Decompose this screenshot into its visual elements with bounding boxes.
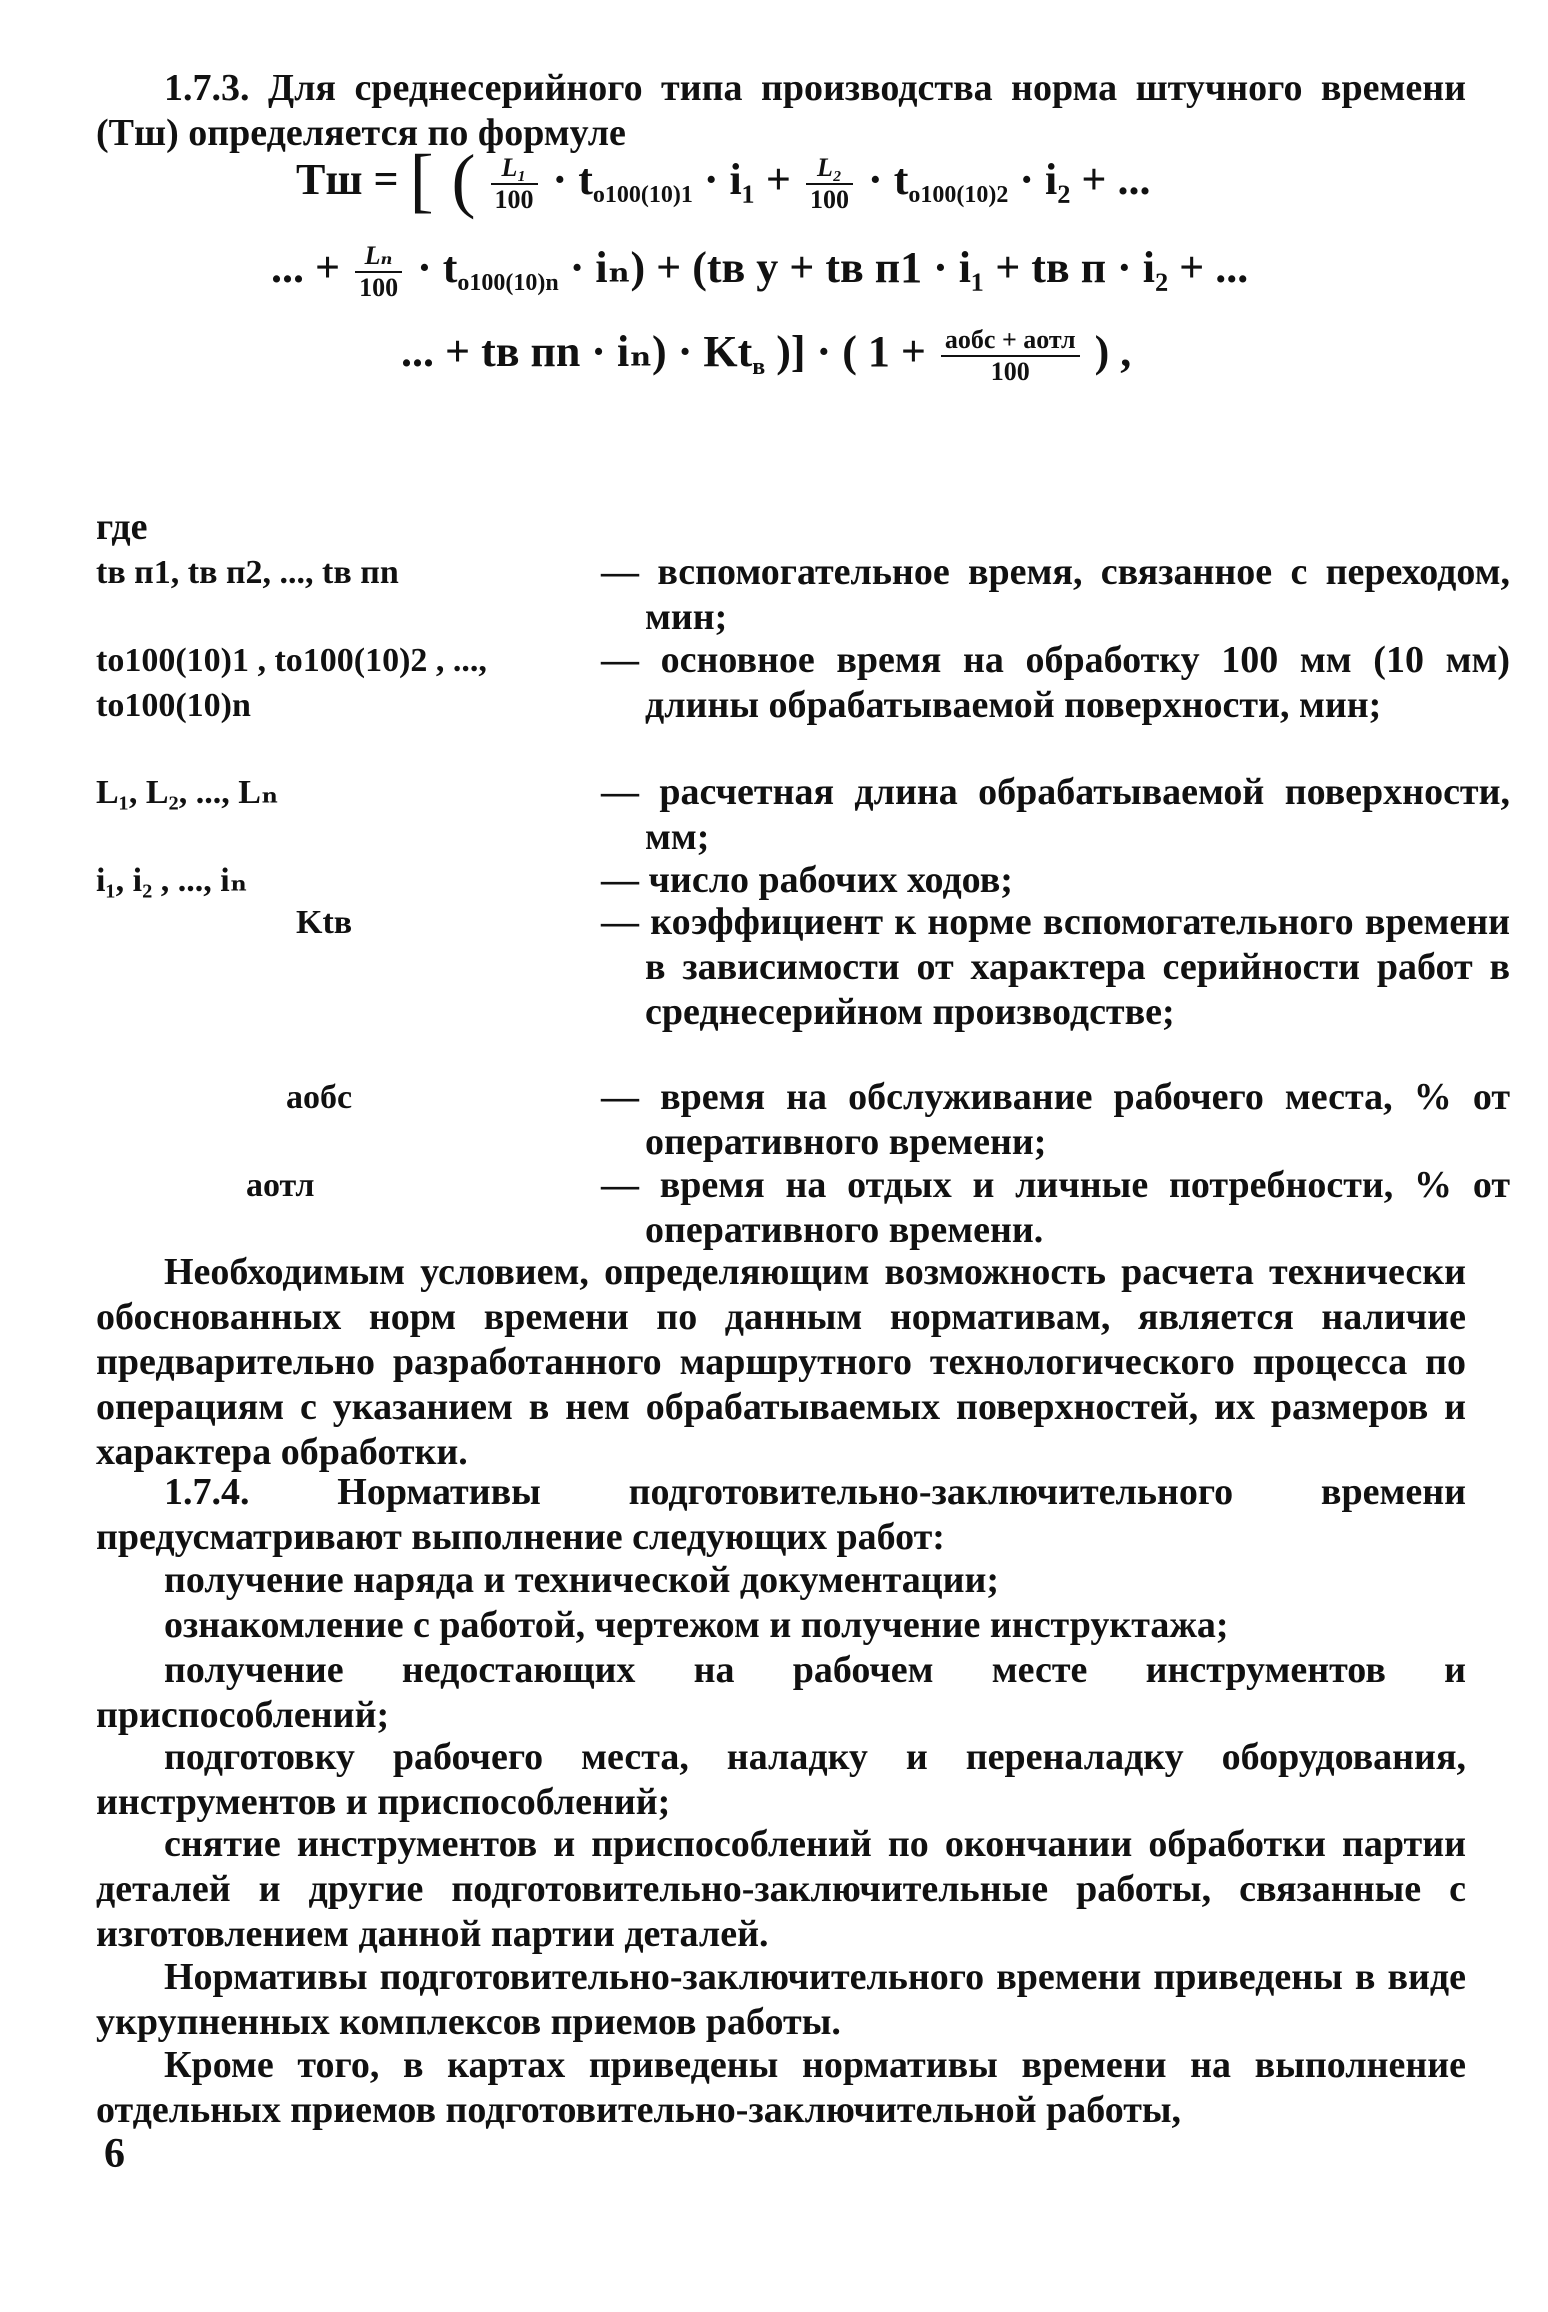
definition-text: — число рабочих ходов; xyxy=(601,859,1013,901)
list-item: ознакомление с работой, чертежом и получение инструктажа; xyxy=(164,1604,1229,1646)
list-item: получение наряда и технической документации; xyxy=(164,1559,1000,1601)
definition-text: — время на обслуживание рабочего места, % от оперативного времени; xyxy=(601,1076,1510,1163)
definition-row xyxy=(96,638,1510,773)
formula-term: )] · ( 1 + xyxy=(776,327,926,376)
definition-symbol: Ktв xyxy=(296,904,353,941)
formula-lhs: Тш = xyxy=(296,155,399,204)
fraction-numerator: Lₙ xyxy=(355,241,402,273)
formula-bracket: [ ( xyxy=(409,140,476,220)
list-item: снятие инструментов и приспособлений по окончании обработки партии деталей и другие подготовительно-заключительные работы, связанные с изготовлением данной партии деталей. xyxy=(96,1823,1466,1955)
definition-symbol: tв п1, tв п2, ..., tв пn xyxy=(96,554,399,591)
definition-text: — основное время на обработку 100 мм (10 мм) длины обрабатываемой поверхности, мин; xyxy=(601,639,1510,726)
definition-row xyxy=(96,900,1510,1080)
fraction-numerator: aобс + aотл xyxy=(941,325,1080,357)
formula-term: · t xyxy=(417,243,458,292)
formula-term: ) , xyxy=(1094,327,1132,376)
page-number: 6 xyxy=(104,2131,125,2177)
intro-paragraph: 1.7.3. Для среднесерийного типа производства норма штучного времени (Тш) определяется по формуле xyxy=(96,67,1466,154)
paragraph-requirement: Необходимым условием, определяющим возможность расчета технически обоснованных норм времени по данным нормативам, является наличие предварительно разработанного маршрутного технологического процесса по операциям с указанием в нем обрабатываемых поверхностей, их размеров и характера обработки. xyxy=(96,1251,1466,1473)
formula-line-2 xyxy=(271,238,1248,313)
formula-line-3 xyxy=(401,322,1131,397)
fraction-numerator: L₁ xyxy=(491,153,538,185)
list-item: получение недостающих на рабочем месте инструментов и приспособлений; xyxy=(96,1649,1466,1736)
formula-fraction-4 xyxy=(941,325,1080,387)
definition-row xyxy=(96,1075,1510,1165)
formula-term: · iₙ) + (tв у + tв п1 · i₁ + tв п · i₂ + ... xyxy=(569,243,1249,292)
definition-text: — расчетная длина обрабатываемой поверхности, мм; xyxy=(601,771,1510,858)
definition-row xyxy=(96,1163,1510,1253)
definition-symbol: aобс xyxy=(286,1079,353,1116)
formula-fraction-3 xyxy=(355,241,402,303)
formula-subscript: о100(10)n xyxy=(457,270,559,296)
formula-subscript: в xyxy=(752,354,766,380)
paragraph-norms: Нормативы подготовительно-заключительного времени приведены в виде укрупненных комплексов приемов работы. xyxy=(96,1956,1466,2043)
definition-symbol: tо100(10)1 , tо100(10)2 , ..., tо100(10)n xyxy=(96,642,487,724)
formula-fraction-2 xyxy=(806,153,853,215)
definition-text: — коэффициент к норме вспомогательного времени в зависимости от характера серийности работ в среднесерийном производстве; xyxy=(601,901,1510,1033)
paragraph-additional: Кроме того, в картах приведены нормативы времени на выполнение отдельных приемов подготовительно-заключительной работы, xyxy=(96,2044,1466,2131)
formula-term: · t xyxy=(868,155,909,204)
paragraph-1-7-4: 1.7.4. Нормативы подготовительно-заключительного времени предусматривают выполнение следующих работ: xyxy=(96,1471,1466,1558)
fraction-denominator: 100 xyxy=(990,356,1030,386)
definition-symbol: L₁, L₂, ..., Lₙ xyxy=(96,774,279,811)
fraction-denominator: 100 xyxy=(810,184,850,214)
list-item: подготовку рабочего места, наладку и переналадку оборудования, инструментов и приспособлений; xyxy=(96,1736,1466,1823)
formula-subscript: о100(10)1 xyxy=(592,182,693,208)
formula-fraction-1 xyxy=(491,153,538,215)
document-page xyxy=(96,0,1510,2312)
definition-symbol: aотл xyxy=(246,1167,315,1204)
definition-text: — время на отдых и личные потребности, % от оперативного времени. xyxy=(601,1164,1510,1251)
formula-term: · i₂ + ... xyxy=(1019,155,1151,204)
formula-line-1 xyxy=(296,140,1151,225)
fraction-numerator: L₂ xyxy=(806,153,853,185)
formula-subscript: о100(10)2 xyxy=(908,182,1009,208)
formula-term: · i₁ + xyxy=(703,155,792,204)
definition-row xyxy=(96,770,1510,860)
definition-row xyxy=(96,858,1466,903)
definition-row xyxy=(96,550,1510,640)
formula-term: ... + xyxy=(271,243,341,292)
formula-term: · t xyxy=(552,155,593,204)
definition-symbol: i₁, i₂ , ..., iₙ xyxy=(96,862,248,899)
formula-term: ... + tв пn · iₙ) · Kt xyxy=(401,327,753,376)
fraction-denominator: 100 xyxy=(359,272,399,302)
where-label: где xyxy=(96,506,148,548)
definition-text: — вспомогательное время, связанное с переходом, мин; xyxy=(601,551,1510,638)
fraction-denominator: 100 xyxy=(494,184,534,214)
